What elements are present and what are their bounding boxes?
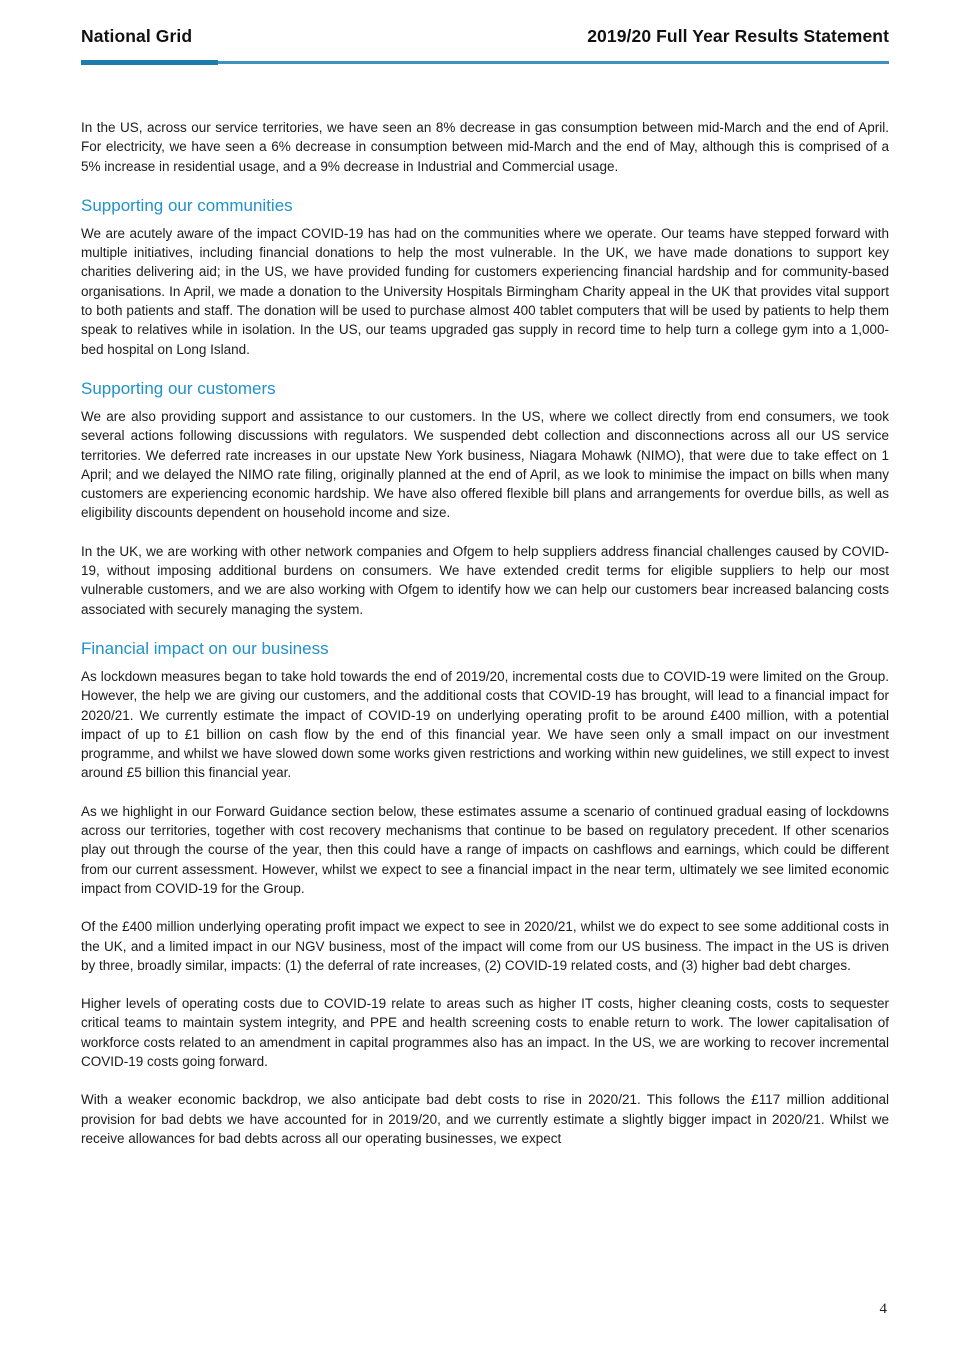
paragraph-forward-guidance-assumptions: As we highlight in our Forward Guidance section below, these estimates assume a scenario of continued gradual easing of lockdowns across our territories, together with cost recovery mechanisms that continue to be based on regulatory precedent. If other scenarios play out through the course of the year, then this could have a range of impacts on cashflows and earnings, which could be different from our current assessment. However, whilst we expect to see a financial impact in the near term, ultimately we see limited economic impact from COVID-19 for the Group. (81, 803, 889, 896)
section-heading-supporting-customers: Supporting our customers (81, 378, 276, 398)
document-title: 2019/20 Full Year Results Statement (587, 26, 889, 46)
page-footer (880, 1300, 888, 1318)
paragraph-operating-costs: Higher levels of operating costs due to COVID-19 relate to areas such as higher IT costs, higher cleaning costs, costs to sequester critical teams to maintain system integrity, and PPE and health screening costs to enable return to work. The lower capitalisation of workforce costs related to an amendment in capital programmes also has an impact. In the US, we are working to recover incremental COVID-19 costs going forward. (81, 996, 889, 1069)
document-body (81, 118, 889, 1148)
company-name: National Grid (81, 26, 193, 46)
page-number: 4 (879, 1301, 887, 1317)
paragraph-customers-uk: In the UK, we are working with other network companies and Ofgem to help suppliers address financial challenges caused by COVID-19, without imposing additional burdens on consumers. We have extended credit terms for eligible suppliers to help our most vulnerable customers, and we are also working with Ofgem to identify how we can help our customers bear increased balancing costs associated with securely managing the system. (81, 543, 889, 617)
paragraph-bad-debt: With a weaker economic backdrop, we also anticipate bad debt costs to rise in 2020/21. This follows the £117 million additional provision for bad debts we have accounted for in 2019/20, and we currently estimate a slightly bigger impact in 2020/21. Whilst we receive allowances for bad debts across all our operating businesses, we expect (81, 1092, 889, 1146)
page-header (81, 25, 889, 47)
header-rule-thin-segment (218, 61, 889, 64)
paragraph-financial-impact-overview: As lockdown measures began to take hold towards the end of 2019/20, incremental costs due to COVID-19 were limited on the Group. However, the help we are giving our customers, and the additional costs that COVID-19 has brought, will lead to a financial impact for 2020/21. We currently estimate the impact of COVID-19 on underlying operating profit to be around £400 million, with a potential impact of up to £1 billion on cash flow by the end of this financial year. We have seen only a small impact on our investment programme, and whilst we have slowed down some works given restrictions and working within new guidelines, we still expect to invest around £5 billion this financial year. (81, 668, 889, 781)
header-rule (81, 60, 889, 65)
section-heading-supporting-communities: Supporting our communities (81, 195, 293, 215)
paragraph-us-consumption: In the US, across our service territories, we have seen an 8% decrease in gas consumption between mid-March and the end of April. For electricity, we have seen a 6% decrease in consumption between mid-March and the end of May, although this is comprised of a 5% increase in residential usage, and a 9% decrease in Industrial and Commercial usage. (81, 120, 889, 174)
paragraph-operating-profit-impact: Of the £400 million underlying operating profit impact we expect to see in 2020/21, whilst we do expect to see some additional costs in the UK, and a limited impact in our NGV business, most of the impact will come from our US business. The impact in the US is driven by three, broadly similar, impacts: (1) the deferral of rate increases, (2) COVID-19 related costs, and (3) higher bad debt charges. (81, 919, 889, 973)
paragraph-communities: We are acutely aware of the impact COVID-19 has had on the communities where we operate. Our teams have stepped forward with multiple initiatives, including financial donations to help the most vulnerable. In the UK, we have made donations to support key charities delivering aid; in the US, we have provided funding for customers experiencing financial hardship and for community-based organisations. In April, we made a donation to the University Hospitals Birmingham Charity appeal in the UK that provides vital support to both patients and staff. The donation will be used to purchase almost 400 tablet computers that will be used by patients to help them speak to relatives while in isolation. In the US, our teams upgraded gas supply in record time to help turn a college gym into a 1,000-bed hospital on Long Island. (81, 225, 889, 357)
paragraph-customers-us: We are also providing support and assistance to our customers. In the US, where we collect directly from end consumers, we took several actions following discussions with regulators. We suspended debt collection and disconnections across all our US service territories. We deferred rate increases in our upstate New York business, Niagara Mohawk (NIMO), that were due to take effect on 1 April; and we delayed the NIMO rate filing, originally planned at the end of April, as we look to minimise the impact on bills when many customers are experiencing economic hardship. We have also offered flexible bill plans and arrangements for overdue bills, as well as eligibility discounts dependent on household income and size. (81, 408, 889, 521)
section-heading-financial-impact: Financial impact on our business (81, 638, 329, 658)
header-rule-thick-segment (81, 60, 218, 65)
